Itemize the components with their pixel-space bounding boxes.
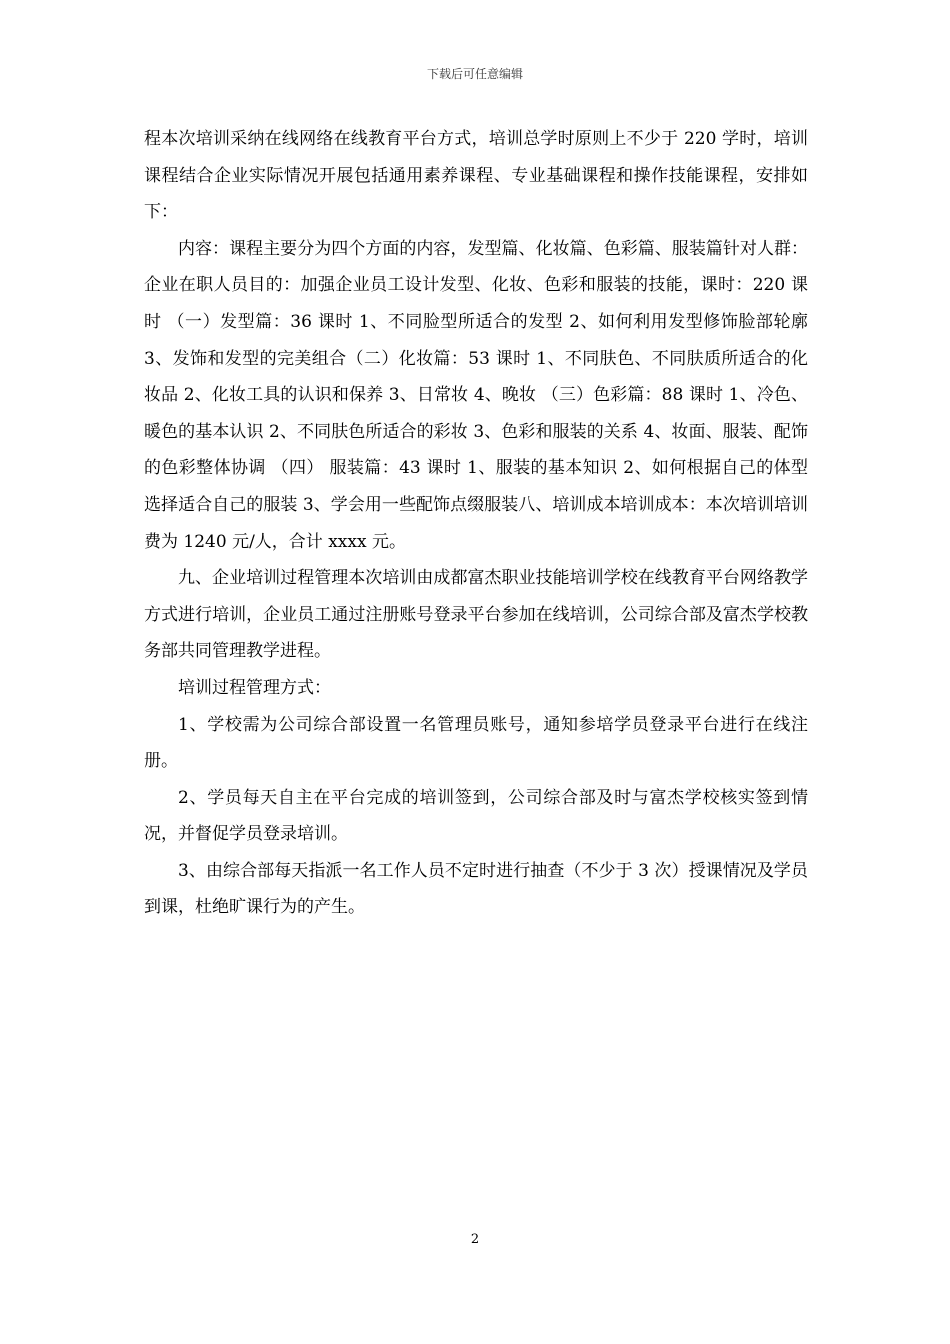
paragraph-course-arrangement: 程本次培训采纳在线网络在线教育平台方式，培训总学时原则上不少于 220 学时，培训课程结合企业实际情况开展包括通用素养课程、专业基础课程和操作技能课程，安排如下： [144,129,808,223]
document-body [144,121,808,926]
paragraph-course-content: 内容：课程主要分为四个方面的内容，发型篇、化妆篇、色彩篇、服装篇针对人群：企业在职人员目的：加强企业员工设计发型、化妆、色彩和服装的技能，课时：220 课时 （一）发型篇：36 课时 1、不同脸型所适合的发型 2、如何利用发型修饰脸部轮廓 3、发饰和发型的完美组合（二）化妆篇：53 课时 1、不同肤色、不同肤质所适合的化妆品 2、化妆工具的认识和保养 3、日常妆 4、晚妆 （三）色彩篇：88 课时 1、冷色、暖色的基本认识 2、不同肤色所适合的彩妆 3、色彩和服装的关系 4、妆面、服装、配饰的色彩整体协调 （四） 服装篇：43 课时 1、服装的基本知识 2、如何根据自己的体型选择适合自己的服装 3、学会用一些配饰点缀服装八、培训成本培训成本：本次培训培训费为 1240 元/人，合计 xxxx 元。 [144,238,808,552]
paragraph-management-methods-heading: 培训过程管理方式： [178,677,331,698]
paragraph-item-2: 2、学员每天自主在平台完成的培训签到，公司综合部及时与富杰学校核实签到情况，并督促学员登录培训。 [144,787,808,845]
paragraph-process-management: 九、企业培训过程管理本次培训由成都富杰职业技能培训学校在线教育平台网络教学方式进行培训，企业员工通过注册账号登录平台参加在线培训，公司综合部及富杰学校教务部共同管理教学进程。 [144,568,808,662]
page-header: 下载后可任意编辑 [426,67,523,81]
page-number: 2 [470,1232,480,1247]
paragraph-item-1: 1、学校需为公司综合部设置一名管理员账号，通知参培学员登录平台进行在线注册。 [144,714,808,772]
paragraph-item-3: 3、由综合部每天指派一名工作人员不定时进行抽查（不少于 3 次）授课情况及学员到课，杜绝旷课行为的产生。 [144,860,808,918]
